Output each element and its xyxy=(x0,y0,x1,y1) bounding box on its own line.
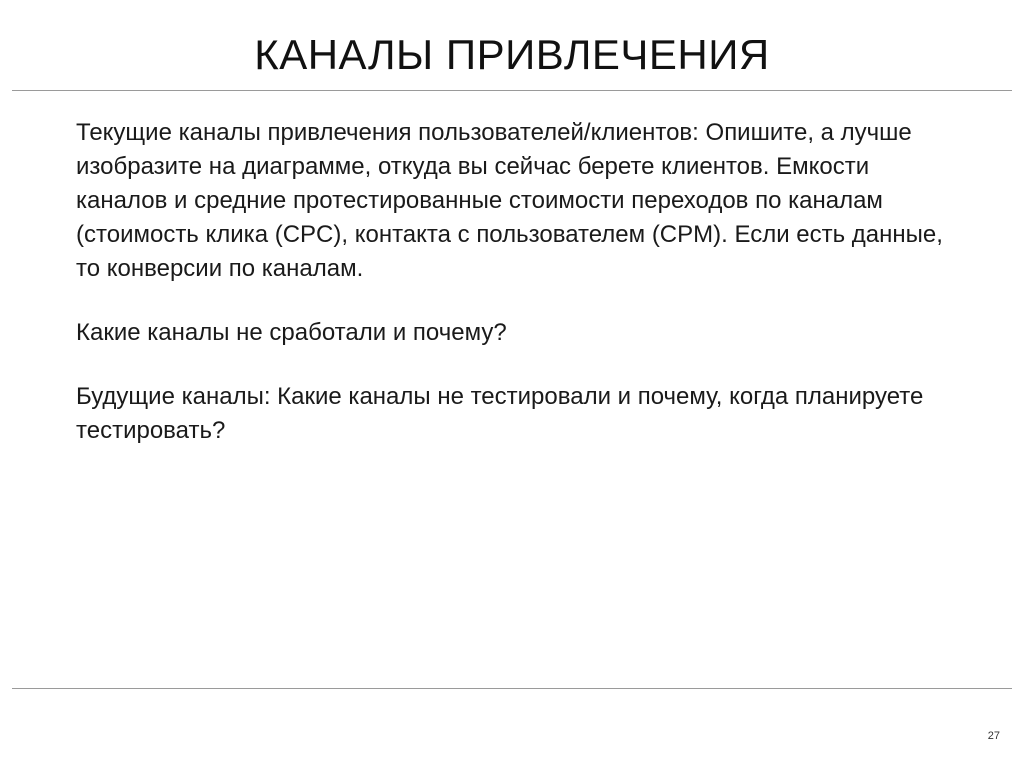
paragraph-future-channels: Будущие каналы: Какие каналы не тестировали и почему, когда планируете тестировать? xyxy=(76,383,924,444)
footer-divider xyxy=(12,688,1012,689)
paragraph-current-channels: Текущие каналы привлечения пользователей/клиентов: Опишите, а лучше изобразите на диаграмме, откуда вы сейчас берете клиентов. Емкости каналов и средние протестированные стоимости переходов по каналам (стоимость клика (CPC), контакта с пользователем (CPM). Если есть данные, то конверсии по каналам. xyxy=(76,119,943,282)
page-number: 27 xyxy=(987,730,1000,742)
slide-content xyxy=(76,116,956,478)
slide-title: КАНАЛЫ ПРИВЛЕЧЕНИЯ xyxy=(254,31,770,78)
paragraph-failed-channels: Какие каналы не сработали и почему? xyxy=(76,319,507,346)
title-divider xyxy=(12,90,1012,91)
